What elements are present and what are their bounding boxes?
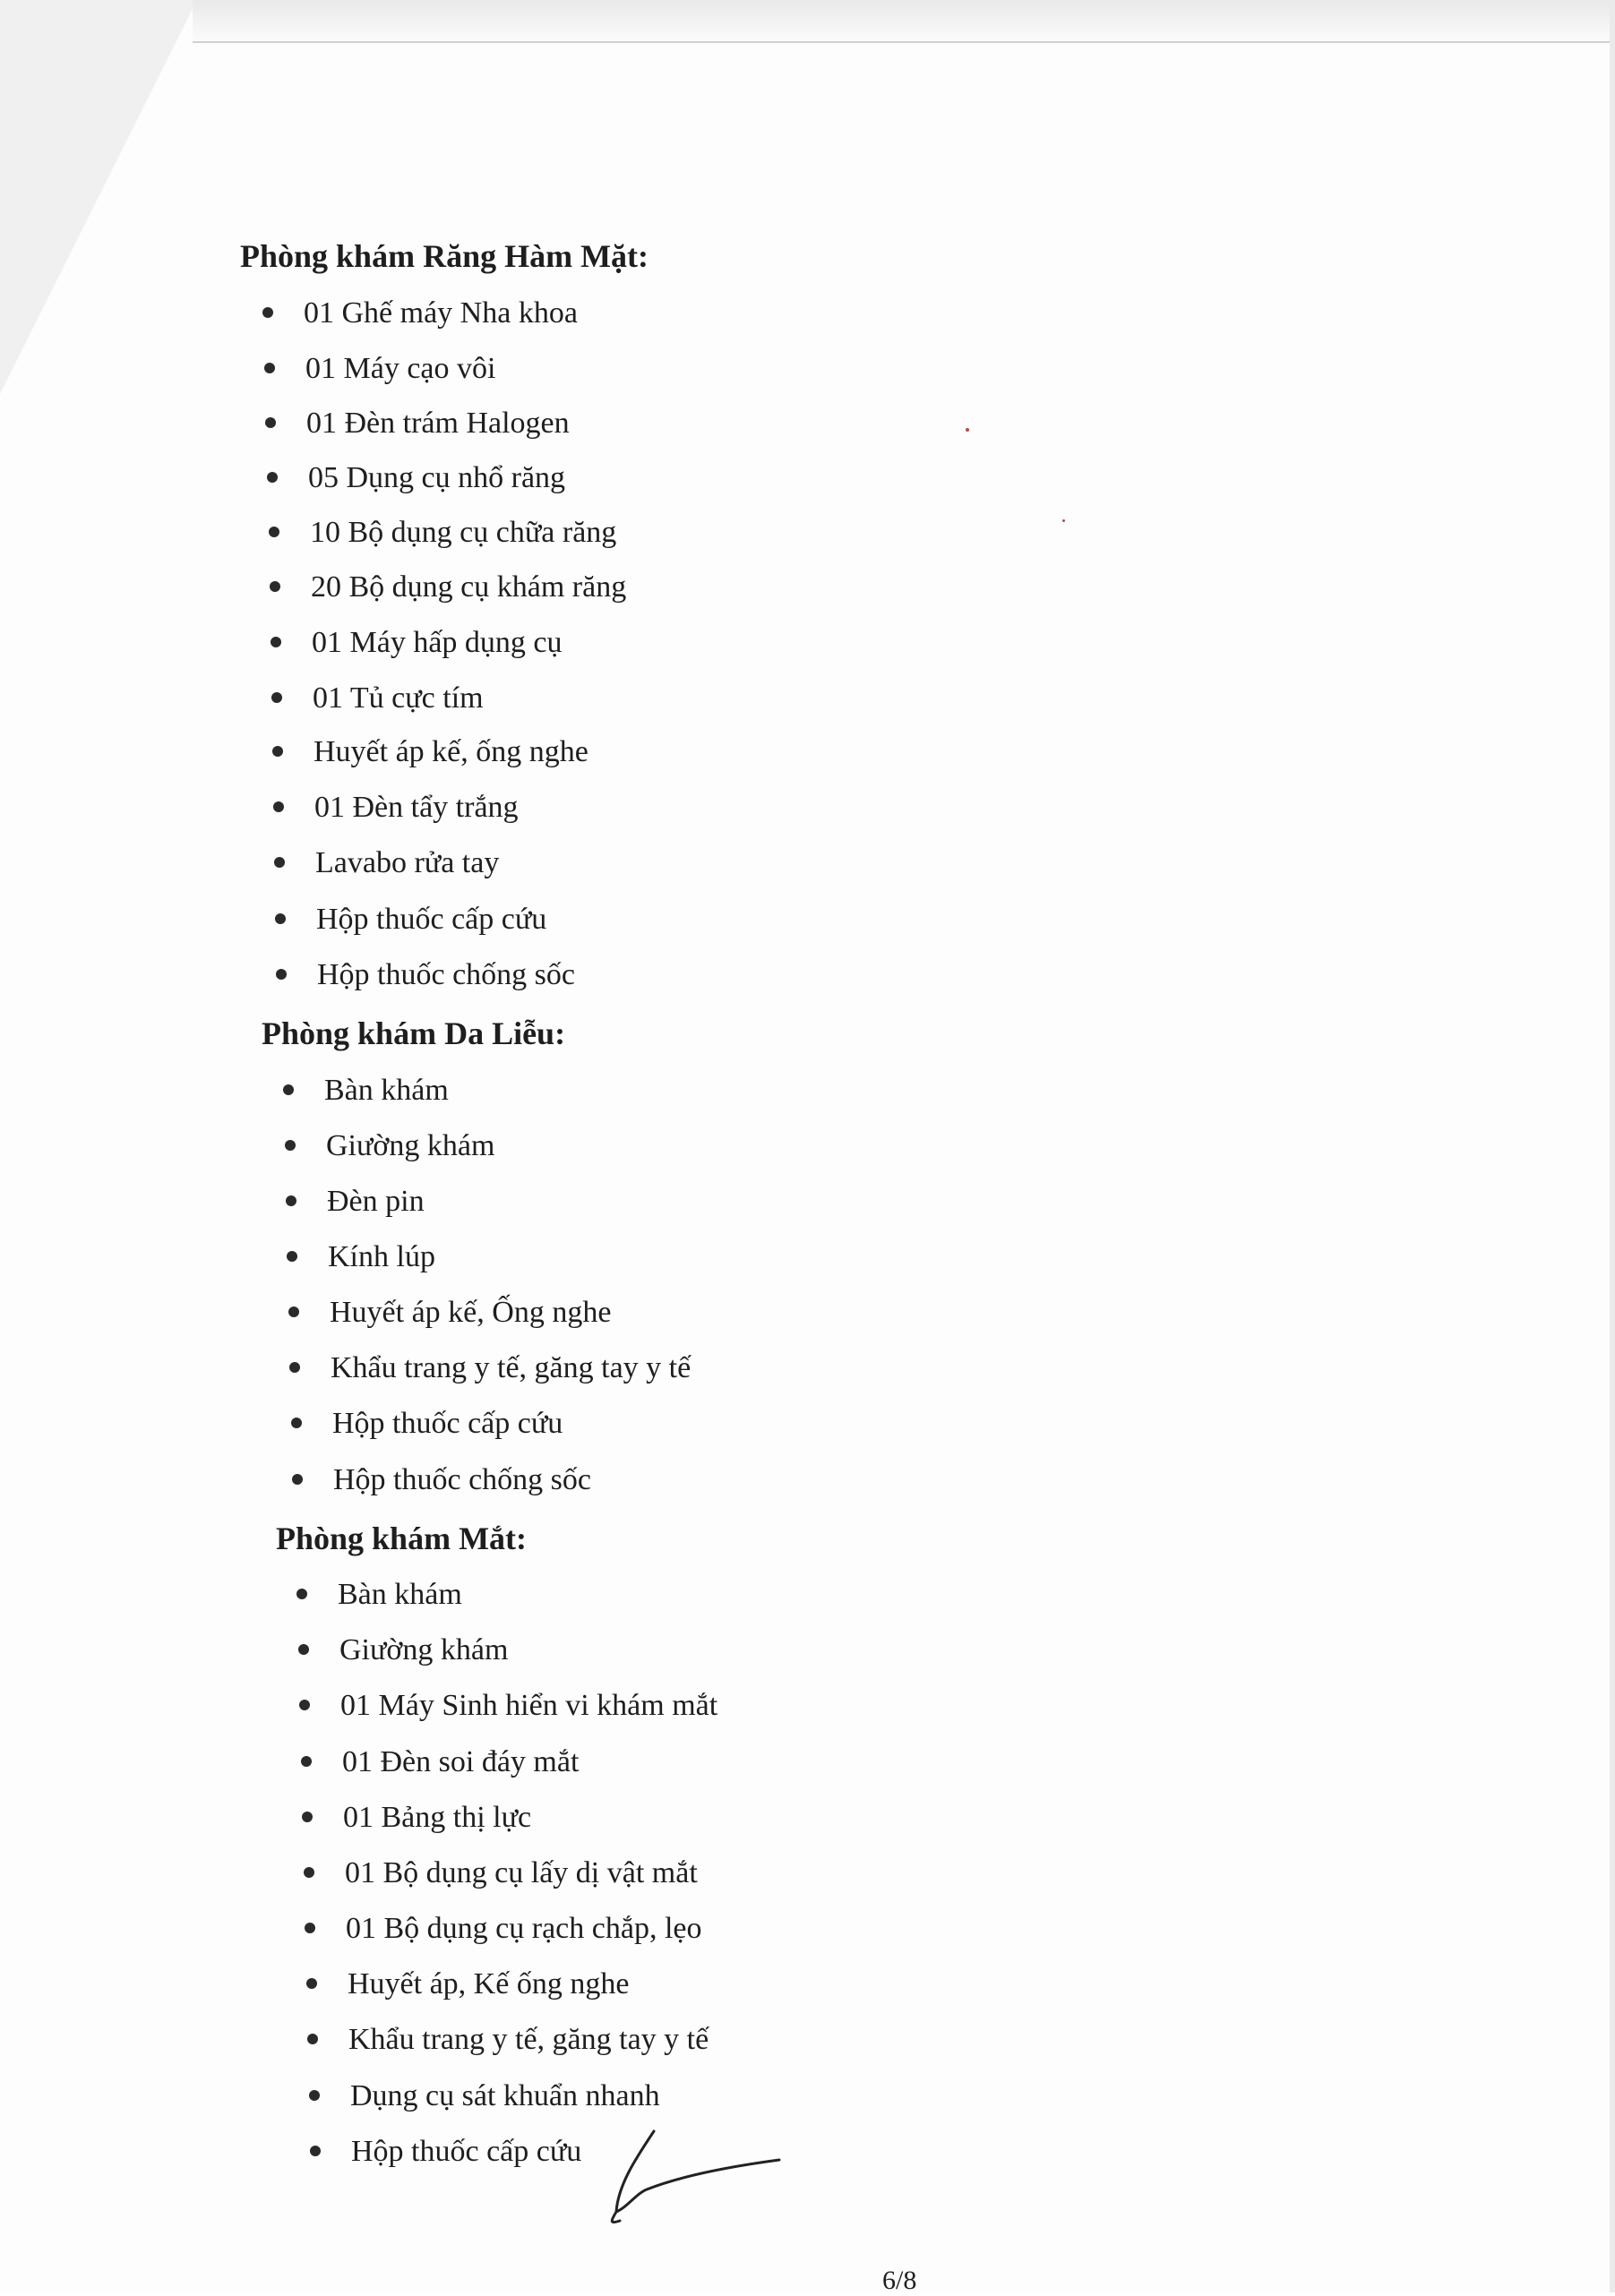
list-item-text: Khẩu trang y tế, găng tay y tế	[348, 2023, 709, 2056]
list-item	[306, 1966, 629, 2002]
list-item-text: 20 Bộ dụng cụ khám răng	[311, 570, 627, 604]
list-item	[287, 1239, 435, 1275]
list-item	[274, 845, 499, 881]
bullet-icon	[283, 1084, 294, 1095]
section-title-rang-ham-mat: Phòng khám Răng Hàm Mặt:	[240, 238, 649, 274]
bullet-icon	[299, 1700, 310, 1710]
list-item-text: 01 Bảng thị lực	[343, 1801, 532, 1834]
list-item-text: Lavabo rửa tay	[315, 846, 500, 879]
list-item	[296, 1577, 462, 1613]
list-item	[305, 1911, 702, 1947]
list-item-text: Dụng cụ sát khuẩn nhanh	[350, 2079, 660, 2112]
list-item-text: 01 Máy Sinh hiển vi khám mắt	[340, 1689, 718, 1722]
list-item	[265, 406, 570, 441]
list-item	[269, 515, 616, 551]
list-item	[267, 460, 565, 496]
list-item-text: 01 Bộ dụng cụ lấy dị vật mắt	[345, 1856, 698, 1889]
list-item-text: Huyết áp kế, Ống nghe	[330, 1296, 612, 1329]
list-item-text: Hộp thuốc cấp cứu	[316, 903, 547, 936]
list-item-text: 01 Bộ dụng cụ rạch chắp, lẹo	[346, 1912, 702, 1945]
list-item-text: Kính lúp	[328, 1240, 435, 1273]
list-item	[289, 1350, 691, 1386]
list-item-text: Hộp thuốc chống sốc	[333, 1463, 592, 1496]
page-number: 6/8	[882, 2266, 917, 2295]
section-title-mat: Phòng khám Mắt:	[276, 1521, 528, 1556]
bullet-icon	[292, 1474, 303, 1485]
bullet-icon	[305, 1923, 315, 1933]
list-item	[304, 1855, 698, 1891]
list-item	[288, 1295, 611, 1331]
bullet-icon	[286, 1195, 296, 1206]
bullet-icon	[265, 417, 276, 428]
list-item	[271, 681, 484, 716]
bullet-icon	[275, 913, 286, 924]
bullet-icon	[271, 637, 281, 647]
list-item	[307, 2022, 709, 2058]
signature-mark	[600, 2122, 797, 2230]
list-item	[310, 2134, 581, 2170]
bullet-icon	[296, 1589, 307, 1599]
list-item	[309, 2078, 660, 2114]
list-item-text: 10 Bộ dụng cụ chữa răng	[310, 516, 617, 549]
list-item-text: 01 Đèn soi đáy mắt	[342, 1745, 580, 1778]
list-item-text: Huyết áp kế, ống nghe	[314, 735, 588, 768]
list-item-text: Huyết áp, Kế ống nghe	[348, 1967, 630, 2000]
bullet-icon	[272, 746, 283, 757]
list-item	[262, 296, 578, 331]
list-item	[302, 1800, 531, 1836]
bullet-icon	[309, 2090, 320, 2101]
list-item-text: 01 Đèn trám Halogen	[306, 407, 570, 440]
list-item-text: Hộp thuốc cấp cứu	[332, 1407, 563, 1440]
list-item-text: Hộp thuốc cấp cứu	[351, 2135, 582, 2168]
list-item-text: Giường khám	[326, 1129, 495, 1162]
bullet-icon	[288, 1306, 299, 1317]
list-item-text: 01 Tủ cực tím	[313, 681, 484, 715]
bullet-icon	[310, 2146, 321, 2156]
list-item	[298, 1632, 508, 1668]
bullet-icon	[307, 2034, 318, 2044]
list-item	[273, 790, 519, 826]
list-item	[271, 625, 563, 661]
list-item	[270, 570, 626, 605]
bullet-icon	[264, 363, 275, 373]
list-item	[299, 1688, 717, 1724]
bullet-icon	[289, 1362, 300, 1373]
list-item	[275, 902, 546, 938]
bullet-icon	[298, 1644, 309, 1655]
bullet-icon	[306, 1978, 317, 1989]
list-item-text: Khẩu trang y tế, găng tay y tế	[331, 1351, 692, 1384]
bullet-icon	[304, 1867, 314, 1878]
bullet-icon	[287, 1251, 297, 1262]
bullet-icon	[262, 307, 273, 318]
list-item	[291, 1406, 563, 1442]
list-item-text: Giường khám	[339, 1633, 509, 1666]
list-item	[264, 351, 495, 387]
bullet-icon	[276, 969, 287, 980]
list-item	[286, 1184, 425, 1220]
list-item	[292, 1462, 591, 1498]
bullet-icon	[269, 527, 279, 537]
list-item-text: 01 Máy hấp dụng cụ	[312, 626, 563, 659]
bullet-icon	[291, 1418, 302, 1428]
list-item	[276, 957, 575, 993]
bullet-icon	[267, 472, 278, 483]
list-item	[272, 734, 588, 770]
list-item-text: Đèn pin	[327, 1185, 425, 1218]
bullet-icon	[302, 1812, 313, 1822]
list-item	[283, 1073, 449, 1109]
list-item-text: 05 Dụng cụ nhổ răng	[308, 461, 566, 494]
bullet-icon	[271, 692, 282, 703]
bullet-icon	[301, 1756, 312, 1767]
list-item-text: Bàn khám	[338, 1578, 462, 1611]
section-title-da-lieu: Phòng khám Da Liễu:	[262, 1015, 566, 1051]
list-item-text: 01 Máy cạo vôi	[305, 352, 496, 385]
bullet-icon	[285, 1140, 296, 1151]
list-item	[285, 1128, 494, 1164]
bullet-icon	[273, 801, 284, 812]
bullet-icon	[274, 857, 285, 868]
list-item-text: 01 Đèn tẩy trắng	[314, 791, 519, 824]
list-item	[301, 1744, 579, 1780]
bullet-icon	[270, 581, 280, 592]
list-item-text: 01 Ghế máy Nha khoa	[304, 296, 578, 330]
list-item-text: Hộp thuốc chống sốc	[317, 958, 576, 991]
list-item-text: Bàn khám	[324, 1074, 449, 1107]
